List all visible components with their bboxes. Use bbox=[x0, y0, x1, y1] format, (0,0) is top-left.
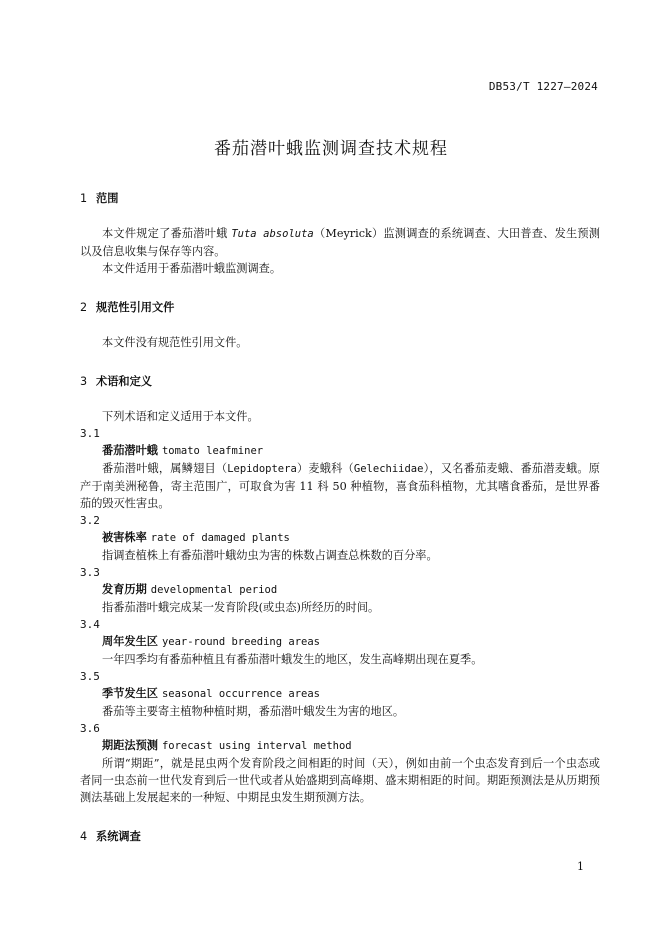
term-definition: 番茄等主要寄主植物种植时期，番茄潜叶蛾发生为害的地区。 bbox=[102, 705, 405, 718]
section-title: 系统调查 bbox=[96, 830, 141, 843]
section-number: 4 bbox=[80, 830, 88, 843]
term-definition: 指调查植株上有番茄潜叶蛾幼虫为害的株数占调查总株数的百分率。 bbox=[102, 549, 438, 562]
number: 50 bbox=[332, 480, 347, 493]
text-run: 本文件规定了番茄潜叶蛾 bbox=[102, 227, 232, 240]
section-2-heading bbox=[80, 299, 600, 316]
term-en: year-round breeding areas bbox=[161, 636, 320, 648]
term-number: 3.2 bbox=[80, 514, 100, 527]
text-run: 科 bbox=[313, 480, 333, 493]
term-heading bbox=[80, 581, 600, 599]
term-en: tomato leafminer bbox=[161, 445, 264, 457]
term-en: developmental period bbox=[150, 584, 278, 596]
section-1-paragraph-2: 本文件适用于番茄潜叶蛾监测调查。 bbox=[102, 262, 282, 275]
term-number: 3.6 bbox=[80, 722, 100, 735]
section-number: 1 bbox=[80, 192, 88, 205]
section-3-heading bbox=[80, 373, 600, 390]
section-1-heading bbox=[80, 190, 600, 207]
page-number: 1 bbox=[577, 860, 584, 873]
term-heading bbox=[80, 442, 600, 460]
taxon-order: Lepidoptera bbox=[227, 463, 297, 475]
term-definition bbox=[80, 460, 600, 512]
term-definition: 一年四季均有番茄种植且有番茄潜叶蛾发生的地区，发生高峰期出现在夏季。 bbox=[102, 653, 483, 666]
text-run: 种植物，喜食茄科植物，尤其嗜食番茄，是世界番茄的毁灭性害虫。 bbox=[80, 480, 600, 510]
text-run: ）麦蛾科（ bbox=[296, 462, 354, 475]
section-title: 术语和定义 bbox=[96, 375, 152, 388]
section-title: 范围 bbox=[96, 192, 119, 205]
section-title: 规范性引用文件 bbox=[96, 301, 175, 314]
document-body bbox=[80, 190, 600, 845]
term-number: 3.5 bbox=[80, 670, 100, 683]
term-heading bbox=[80, 633, 600, 651]
term-definition: 所谓“期距”，就是昆虫两个发育阶段之间相距的时间（天），例如由前一个虫态发育到后一个虫态或者同一虫态前一世代发育到后一世代或者从始盛期到高峰期、盛末期相距的时间。期距预测法是从历期预测法基础上发展起来的一种短、中期昆虫发生期预测方法。 bbox=[80, 757, 600, 804]
term-zh: 周年发生区 bbox=[102, 635, 158, 648]
term-definition: 指番茄潜叶蛾完成某一发育阶段(或虫态)所经历的时间。 bbox=[102, 601, 380, 614]
term-en: rate of damaged plants bbox=[150, 532, 290, 544]
term-zh: 季节发生区 bbox=[102, 687, 158, 700]
term-en: forecast using interval method bbox=[161, 740, 352, 752]
number: 11 bbox=[299, 480, 314, 493]
taxon-family: Gelechiidae bbox=[353, 463, 424, 475]
text-run: （Meyrick）监测调查的系统调查、大田普查、发生预测以及信息收集与保存等内容。 bbox=[80, 227, 600, 258]
term-number: 3.3 bbox=[80, 566, 100, 579]
text-run: ），又名番茄麦蛾、番茄潜麦蛾。原产于南美洲秘鲁，寄主范围广，可取食为害 bbox=[80, 462, 600, 493]
species-name: Tuta absoluta bbox=[231, 228, 314, 240]
term-heading bbox=[80, 737, 600, 755]
term-number: 3.1 bbox=[80, 427, 100, 440]
document-id: DB53/T 1227—2024 bbox=[488, 80, 598, 93]
term-heading bbox=[80, 529, 600, 547]
section-3-intro: 下列术语和定义适用于本文件。 bbox=[102, 410, 259, 423]
section-4-heading bbox=[80, 828, 600, 845]
term-zh: 番茄潜叶蛾 bbox=[102, 444, 158, 457]
section-number: 3 bbox=[80, 375, 88, 388]
document-title: 番茄潜叶蛾监测调查技术规程 bbox=[214, 139, 448, 159]
term-heading bbox=[80, 685, 600, 703]
section-number: 2 bbox=[80, 301, 88, 314]
section-2-paragraph-1: 本文件没有规范性引用文件。 bbox=[102, 336, 248, 349]
section-1-paragraph-1 bbox=[80, 225, 600, 260]
term-en: seasonal occurrence areas bbox=[161, 688, 320, 700]
term-zh: 期距法预测 bbox=[102, 739, 158, 752]
term-number: 3.4 bbox=[80, 618, 100, 631]
term-zh: 被害株率 bbox=[102, 531, 147, 544]
term-zh: 发育历期 bbox=[102, 583, 147, 596]
text-run: 番茄潜叶蛾，属鳞翅目（ bbox=[102, 462, 228, 475]
